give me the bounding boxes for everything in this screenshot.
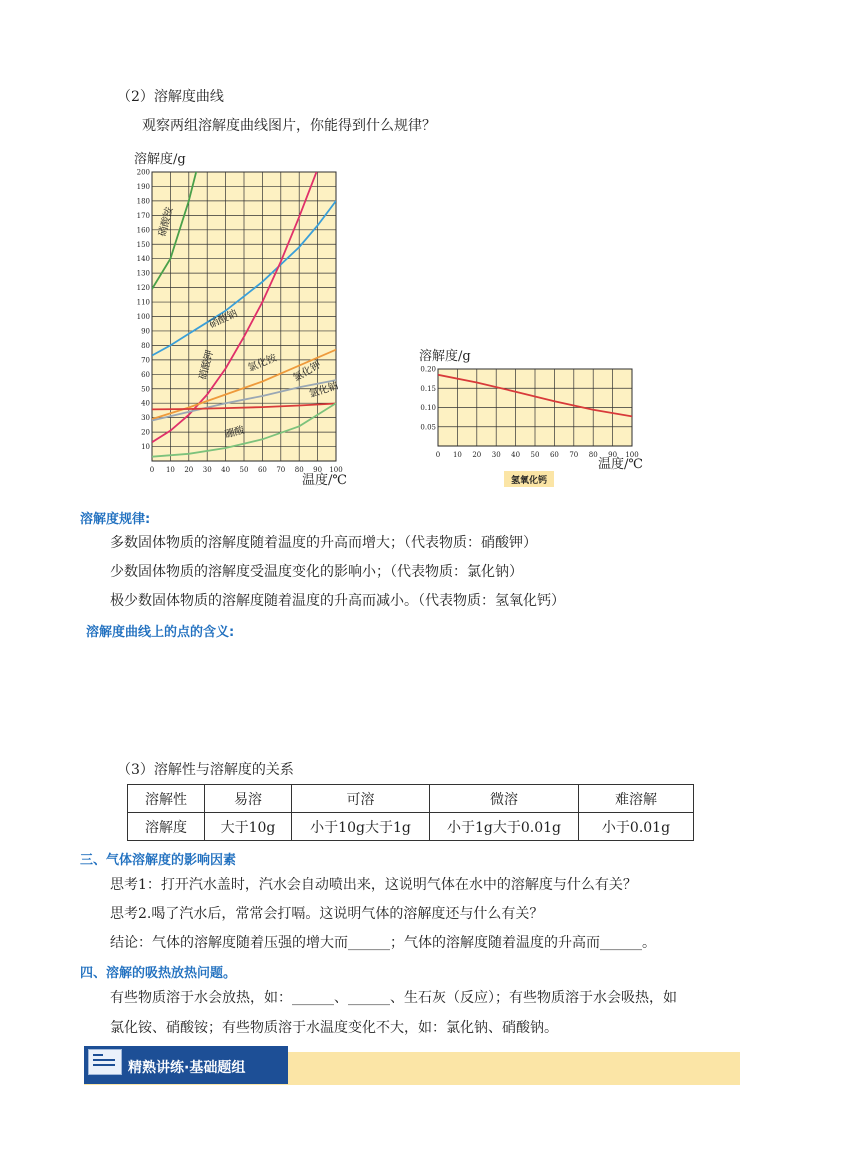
x-tick-label: 40 bbox=[511, 451, 521, 459]
x-tick-label: 60 bbox=[257, 466, 267, 474]
x-tick-label: 40 bbox=[221, 466, 231, 474]
gas-section-title: 三、气体溶解度的影响因素 bbox=[80, 853, 237, 868]
y-tick-label: 190 bbox=[136, 182, 150, 191]
x-tick-label: 50 bbox=[530, 451, 540, 459]
rule-2: 少数固体物质的溶解度受温度变化的影响小；（代表物质：氯化钠） bbox=[110, 564, 523, 580]
gas-conclusion: 结论：气体的溶解度随着压强的增大而______；气体的溶解度随着温度的升高而______。 bbox=[110, 935, 656, 951]
y-tick-label: 60 bbox=[141, 370, 150, 379]
x-tick-label: 0 bbox=[435, 451, 441, 459]
y-tick-label: 150 bbox=[136, 240, 150, 249]
series-label: 氯化铵 bbox=[246, 352, 279, 375]
x-tick-label: 30 bbox=[491, 451, 501, 459]
y-tick-label: 40 bbox=[141, 399, 150, 408]
x-tick-label: 10 bbox=[165, 466, 175, 474]
solubility-curve-chart-2 bbox=[410, 346, 650, 491]
exercise-banner bbox=[84, 1046, 288, 1084]
rule-1: 多数固体物质的溶解度随着温度的升高而增大；（代表物质：硝酸钾） bbox=[110, 535, 537, 551]
y-tick-label: 0.05 bbox=[420, 423, 436, 432]
series-label: 硝酸钠 bbox=[207, 308, 240, 331]
gas-think-2: 思考2.喝了汽水后，常常会打嗝。这说明气体的溶解度还与什么有关？ bbox=[110, 906, 544, 922]
series-label: 硝酸钾 bbox=[197, 349, 217, 381]
x-tick-label: 60 bbox=[549, 451, 559, 459]
y-tick-label: 30 bbox=[141, 414, 150, 423]
table-cell: 小于10g大于1g bbox=[292, 813, 430, 841]
y-tick-label: 0.10 bbox=[420, 404, 436, 412]
series-label: 硝酸铵 bbox=[157, 205, 176, 238]
rule-3: 极少数固体物质的溶解度随着温度的升高而减小。（代表物质：氢氧化钙） bbox=[110, 593, 565, 609]
x-tick-label: 90 bbox=[313, 466, 323, 474]
point-meaning-heading: 溶解度曲线上的点的含义: bbox=[86, 625, 235, 640]
x-tick-label: 20 bbox=[472, 451, 482, 459]
y-tick-label: 90 bbox=[141, 327, 150, 336]
solubility-curve-chart-1 bbox=[126, 146, 366, 496]
table-row bbox=[128, 785, 694, 813]
table-cell: 小于0.01g bbox=[579, 813, 694, 841]
table-cell: 难溶解 bbox=[579, 785, 694, 813]
table-cell: 溶解性 bbox=[128, 785, 205, 813]
book-icon bbox=[88, 1049, 122, 1075]
y-tick-label: 120 bbox=[136, 284, 150, 293]
y-tick-label: 0.15 bbox=[420, 384, 436, 393]
x-tick-label: 0 bbox=[149, 466, 155, 474]
heat-line-2: 氯化铵、硝酸铵；有些物质溶于水温度变化不大，如：氯化钠、硝酸钠。 bbox=[110, 1020, 558, 1036]
x-tick-label: 70 bbox=[276, 466, 286, 474]
heat-section-title: 四、溶解的吸热放热问题。 bbox=[80, 966, 237, 981]
x-tick-label: 20 bbox=[184, 466, 194, 474]
table-cell: 小于1g大于0.01g bbox=[430, 813, 579, 841]
y-tick-label: 50 bbox=[141, 385, 150, 394]
y-tick-label: 170 bbox=[136, 211, 150, 220]
x-tick-label: 50 bbox=[239, 466, 249, 474]
y-tick-label: 140 bbox=[136, 255, 150, 264]
y-axis-label: 溶解度/g bbox=[419, 349, 471, 364]
x-tick-label: 90 bbox=[608, 451, 618, 459]
y-tick-label: 130 bbox=[136, 269, 150, 278]
section-2-question: 观察两组溶解度曲线图片，你能得到什么规律？ bbox=[142, 118, 436, 134]
x-axis-label: 温度/℃ bbox=[598, 457, 643, 472]
x-tick-label: 30 bbox=[202, 466, 212, 474]
table-row bbox=[128, 813, 694, 841]
table-cell: 大于10g bbox=[205, 813, 292, 841]
y-tick-label: 80 bbox=[141, 341, 150, 350]
gas-think-1: 思考1：打开汽水盖时，汽水会自动喷出来，这说明气体在水中的溶解度与什么有关？ bbox=[110, 877, 637, 893]
rule-heading: 溶解度规律: bbox=[80, 512, 151, 527]
banner-title: 精熟讲练·基础题组 bbox=[128, 1060, 246, 1076]
y-tick-label: 10 bbox=[141, 443, 150, 452]
x-tick-label: 10 bbox=[452, 451, 462, 459]
x-tick-label: 100 bbox=[625, 451, 639, 459]
y-tick-label: 200 bbox=[136, 168, 150, 177]
y-tick-label: 70 bbox=[141, 356, 150, 365]
y-tick-label: 160 bbox=[136, 226, 150, 235]
y-tick-label: 20 bbox=[141, 428, 150, 437]
y-tick-label: 100 bbox=[136, 313, 150, 321]
x-tick-label: 100 bbox=[329, 466, 343, 474]
table-cell: 易溶 bbox=[205, 785, 292, 813]
table-cell: 溶解度 bbox=[128, 813, 205, 841]
series-label: 氯化钠 bbox=[307, 380, 340, 401]
table-cell: 可溶 bbox=[292, 785, 430, 813]
heat-line-1: 有些物质溶于水会放热，如：______、______、生石灰（反应）；有些物质溶于水会吸热，如 bbox=[110, 990, 677, 1006]
chart-title: 氢氧化钙 bbox=[510, 476, 548, 486]
y-tick-label: 110 bbox=[136, 298, 150, 307]
section-3-title: （3）溶解性与溶解度的关系 bbox=[117, 762, 294, 778]
y-tick-label: 180 bbox=[136, 197, 150, 206]
y-axis-label: 溶解度/g bbox=[134, 152, 186, 167]
solubility-table bbox=[127, 784, 694, 841]
series-label: 氯化钾 bbox=[291, 359, 324, 385]
x-tick-label: 80 bbox=[588, 451, 598, 459]
x-tick-label: 80 bbox=[294, 466, 304, 474]
x-axis-label: 温度/℃ bbox=[302, 473, 347, 488]
section-2-title: （2）溶解度曲线 bbox=[117, 89, 224, 105]
x-tick-label: 70 bbox=[569, 451, 579, 459]
y-tick-label: 0.20 bbox=[420, 365, 436, 374]
table-cell: 微溶 bbox=[430, 785, 579, 813]
series-label: 硼酸 bbox=[223, 424, 246, 441]
